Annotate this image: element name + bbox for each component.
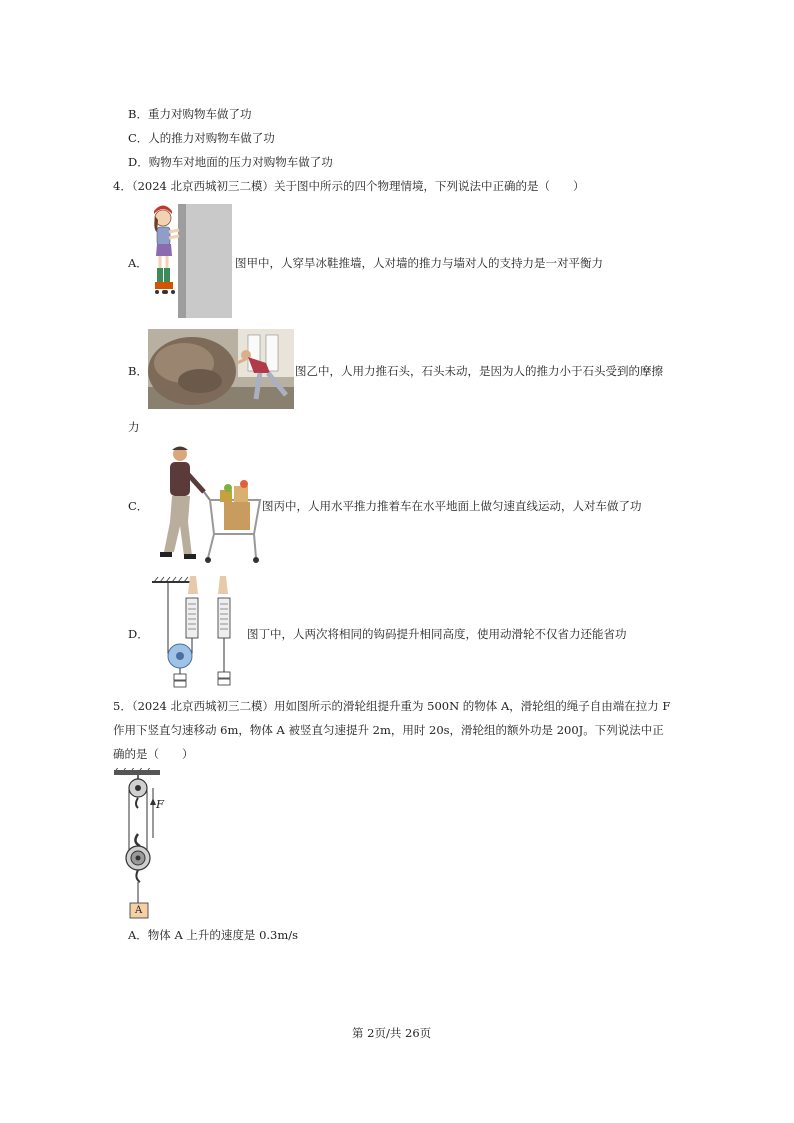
q5-stem-line3: 确的是（ ） [113, 747, 194, 761]
q3-option-d: D．购物车对地面的压力对购物车做了功 [128, 155, 333, 169]
q4-option-d-text: 图丁中，人两次将相同的钩码提升相同高度，使用动滑轮不仅省力还能省功 [247, 627, 627, 641]
q5-option-a: A．物体 A 上升的速度是 0.3m/s [128, 928, 299, 942]
q3-option-b: B．重力对购物车做了功 [128, 107, 252, 121]
figure-pulley-system [110, 768, 174, 920]
q4-option-c-text: 图丙中，人用水平推力推着车在水平地面上做匀速直线运动，人对车做了功 [262, 499, 642, 513]
q5-force-label: F [156, 797, 164, 811]
q5-block-label: A [135, 905, 143, 916]
figure-girl-pushing-wall [148, 202, 234, 320]
q4-option-b-wrap: 力 [128, 420, 140, 434]
q4-option-d-label: D． [128, 627, 149, 641]
figure-person-pushing-rock [148, 329, 294, 409]
figure-pulley-comparison [148, 576, 240, 690]
q4-option-c-label: C． [128, 499, 149, 513]
q4-option-a-text: 图甲中，人穿旱冰鞋推墙，人对墙的推力与墙对人的支持力是一对平衡力 [235, 256, 603, 270]
q4-option-a-label: A． [128, 256, 148, 270]
q4-option-b-text: 图乙中，人用力推石头，石头未动，是因为人的推力小于石头受到的摩擦 [295, 364, 663, 378]
q5-stem-line2: 作用下竖直匀速移动 6m，物体 A 被竖直匀速提升 2m，用时 20s，滑轮组的额外功是 200J。下列说法中正 [113, 723, 664, 737]
q4-stem: 4．（2024 北京西城初三二模）关于图中所示的四个物理情境，下列说法中正确的是（ ） [113, 179, 585, 193]
page-footer: 第 2页/共 26页 [352, 1026, 432, 1040]
q4-option-b-label: B． [128, 364, 148, 378]
figure-man-pushing-cart [148, 442, 262, 568]
q5-stem-line1: 5．（2024 北京西城初三二模）用如图所示的滑轮组提升重为 500N 的物体 A，滑轮组的绳子自由端在拉力 F [113, 699, 671, 713]
q3-option-c: C．人的推力对购物车做了功 [128, 131, 275, 145]
